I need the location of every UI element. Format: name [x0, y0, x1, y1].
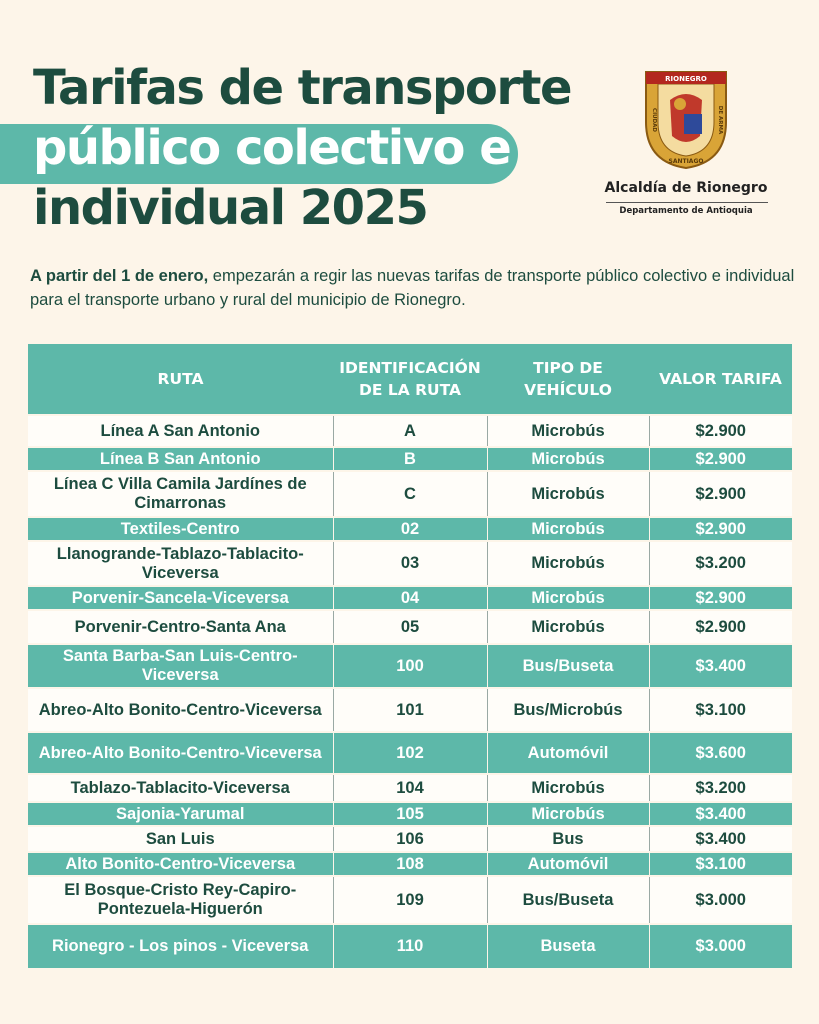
cell-ruta: Abreo-Alto Bonito-Centro-Viceversa: [28, 732, 333, 774]
cell-ruta: Alto Bonito-Centro-Viceversa: [28, 852, 333, 876]
cell-valor: $3.100: [649, 852, 792, 876]
cell-id: A: [333, 415, 487, 447]
cell-valor: $3.000: [649, 924, 792, 968]
cell-valor: $3.200: [649, 541, 792, 586]
cell-ruta: Porvenir-Sancela-Viceversa: [28, 586, 333, 610]
cell-ruta: Línea C Villa Camila Jardínes de Cimarronas: [28, 471, 333, 517]
cell-tipo: Buseta: [487, 924, 649, 968]
cell-id: 05: [333, 610, 487, 644]
table-row: [28, 541, 792, 586]
table-row: [28, 447, 792, 471]
header-ruta: RUTA: [28, 344, 333, 415]
cell-ruta: Línea A San Antonio: [28, 415, 333, 447]
cell-id: 101: [333, 688, 487, 732]
logo-name: Alcaldía de Rionegro: [604, 180, 768, 196]
cell-tipo: Bus/Buseta: [487, 644, 649, 688]
svg-text:SANTIAGO: SANTIAGO: [668, 158, 704, 165]
cell-id: 108: [333, 852, 487, 876]
cell-tipo: Microbús: [487, 415, 649, 447]
cell-tipo: Microbús: [487, 471, 649, 517]
cell-id: 04: [333, 586, 487, 610]
table-row: [28, 471, 792, 517]
tariff-table: [28, 344, 792, 968]
logo-subtitle: Departamento de Antioquia: [619, 206, 753, 216]
table-row: [28, 688, 792, 732]
cell-id: 105: [333, 802, 487, 826]
table-row: [28, 732, 792, 774]
cell-ruta: San Luis: [28, 826, 333, 852]
cell-id: 110: [333, 924, 487, 968]
cell-ruta: El Bosque-Cristo Rey-Capiro-Pontezuela-Higuerón: [28, 876, 333, 924]
cell-id: 100: [333, 644, 487, 688]
cell-tipo: Bus/Microbús: [487, 688, 649, 732]
intro-paragraph: [30, 264, 810, 312]
cell-ruta: Santa Barba-San Luis-Centro-Viceversa: [28, 644, 333, 688]
cell-id: 109: [333, 876, 487, 924]
cell-valor: $2.900: [649, 610, 792, 644]
intro-text: empezarán a regir las nuevas tarifas de transporte público colectivo e individual para el transporte urbano y rural del municipio de Rionegro.: [30, 267, 795, 309]
title-line-2: público colectivo e: [33, 120, 511, 176]
table-row: [28, 586, 792, 610]
table-row: [28, 852, 792, 876]
coat-of-arms-icon: [644, 70, 728, 170]
intro-bold: A partir del 1 de enero,: [30, 267, 209, 285]
cell-tipo: Automóvil: [487, 732, 649, 774]
cell-tipo: Microbús: [487, 541, 649, 586]
cell-tipo: Bus/Buseta: [487, 876, 649, 924]
logo-divider: [606, 202, 768, 203]
cell-valor: $2.900: [649, 447, 792, 471]
header-identificacion: IDENTIFICACIÓN DE LA RUTA: [333, 344, 487, 415]
cell-ruta: Textiles-Centro: [28, 517, 333, 541]
cell-id: 102: [333, 732, 487, 774]
cell-tipo: Microbús: [487, 802, 649, 826]
cell-tipo: Microbús: [487, 610, 649, 644]
svg-text:DE ARMA: DE ARMA: [717, 105, 723, 135]
cell-id: B: [333, 447, 487, 471]
cell-id: 106: [333, 826, 487, 852]
table-row: [28, 415, 792, 447]
cell-valor: $3.400: [649, 802, 792, 826]
cell-ruta: Porvenir-Centro-Santa Ana: [28, 610, 333, 644]
table-row: [28, 774, 792, 802]
cell-tipo: Microbús: [487, 774, 649, 802]
page-title: [33, 58, 571, 238]
table-row: [28, 644, 792, 688]
cell-ruta: Rionegro - Los pinos - Viceversa: [28, 924, 333, 968]
cell-ruta: Sajonia-Yarumal: [28, 802, 333, 826]
cell-valor: $2.900: [649, 471, 792, 517]
table-row: [28, 517, 792, 541]
cell-valor: $3.400: [649, 826, 792, 852]
cell-valor: $2.900: [649, 586, 792, 610]
cell-valor: $2.900: [649, 517, 792, 541]
header-valor-tarifa: VALOR TARIFA: [649, 344, 792, 415]
title-line-3: individual 2025: [33, 180, 428, 236]
table-row: [28, 802, 792, 826]
table-row: [28, 826, 792, 852]
cell-valor: $3.100: [649, 688, 792, 732]
cell-id: 03: [333, 541, 487, 586]
table-row: [28, 610, 792, 644]
table-row: [28, 924, 792, 968]
header-tipo-vehiculo: TIPO DE VEHÍCULO: [487, 344, 649, 415]
cell-valor: $2.900: [649, 415, 792, 447]
svg-text:RIONEGRO: RIONEGRO: [665, 75, 707, 83]
cell-valor: $3.200: [649, 774, 792, 802]
cell-id: 104: [333, 774, 487, 802]
cell-ruta: Línea B San Antonio: [28, 447, 333, 471]
cell-valor: $3.000: [649, 876, 792, 924]
cell-id: C: [333, 471, 487, 517]
cell-ruta: Tablazo-Tablacito-Viceversa: [28, 774, 333, 802]
cell-tipo: Microbús: [487, 447, 649, 471]
title-line-1: Tarifas de transporte: [33, 60, 572, 116]
cell-tipo: Automóvil: [487, 852, 649, 876]
table-header-row: [28, 344, 792, 415]
cell-tipo: Microbús: [487, 586, 649, 610]
cell-tipo: Bus: [487, 826, 649, 852]
cell-ruta: Llanogrande-Tablazo-Tablacito-Viceversa: [28, 541, 333, 586]
table-row: [28, 876, 792, 924]
cell-valor: $3.400: [649, 644, 792, 688]
cell-tipo: Microbús: [487, 517, 649, 541]
cell-ruta: Abreo-Alto Bonito-Centro-Viceversa: [28, 688, 333, 732]
cell-id: 02: [333, 517, 487, 541]
cell-valor: $3.600: [649, 732, 792, 774]
svg-text:CIUDAD: CIUDAD: [651, 108, 657, 132]
